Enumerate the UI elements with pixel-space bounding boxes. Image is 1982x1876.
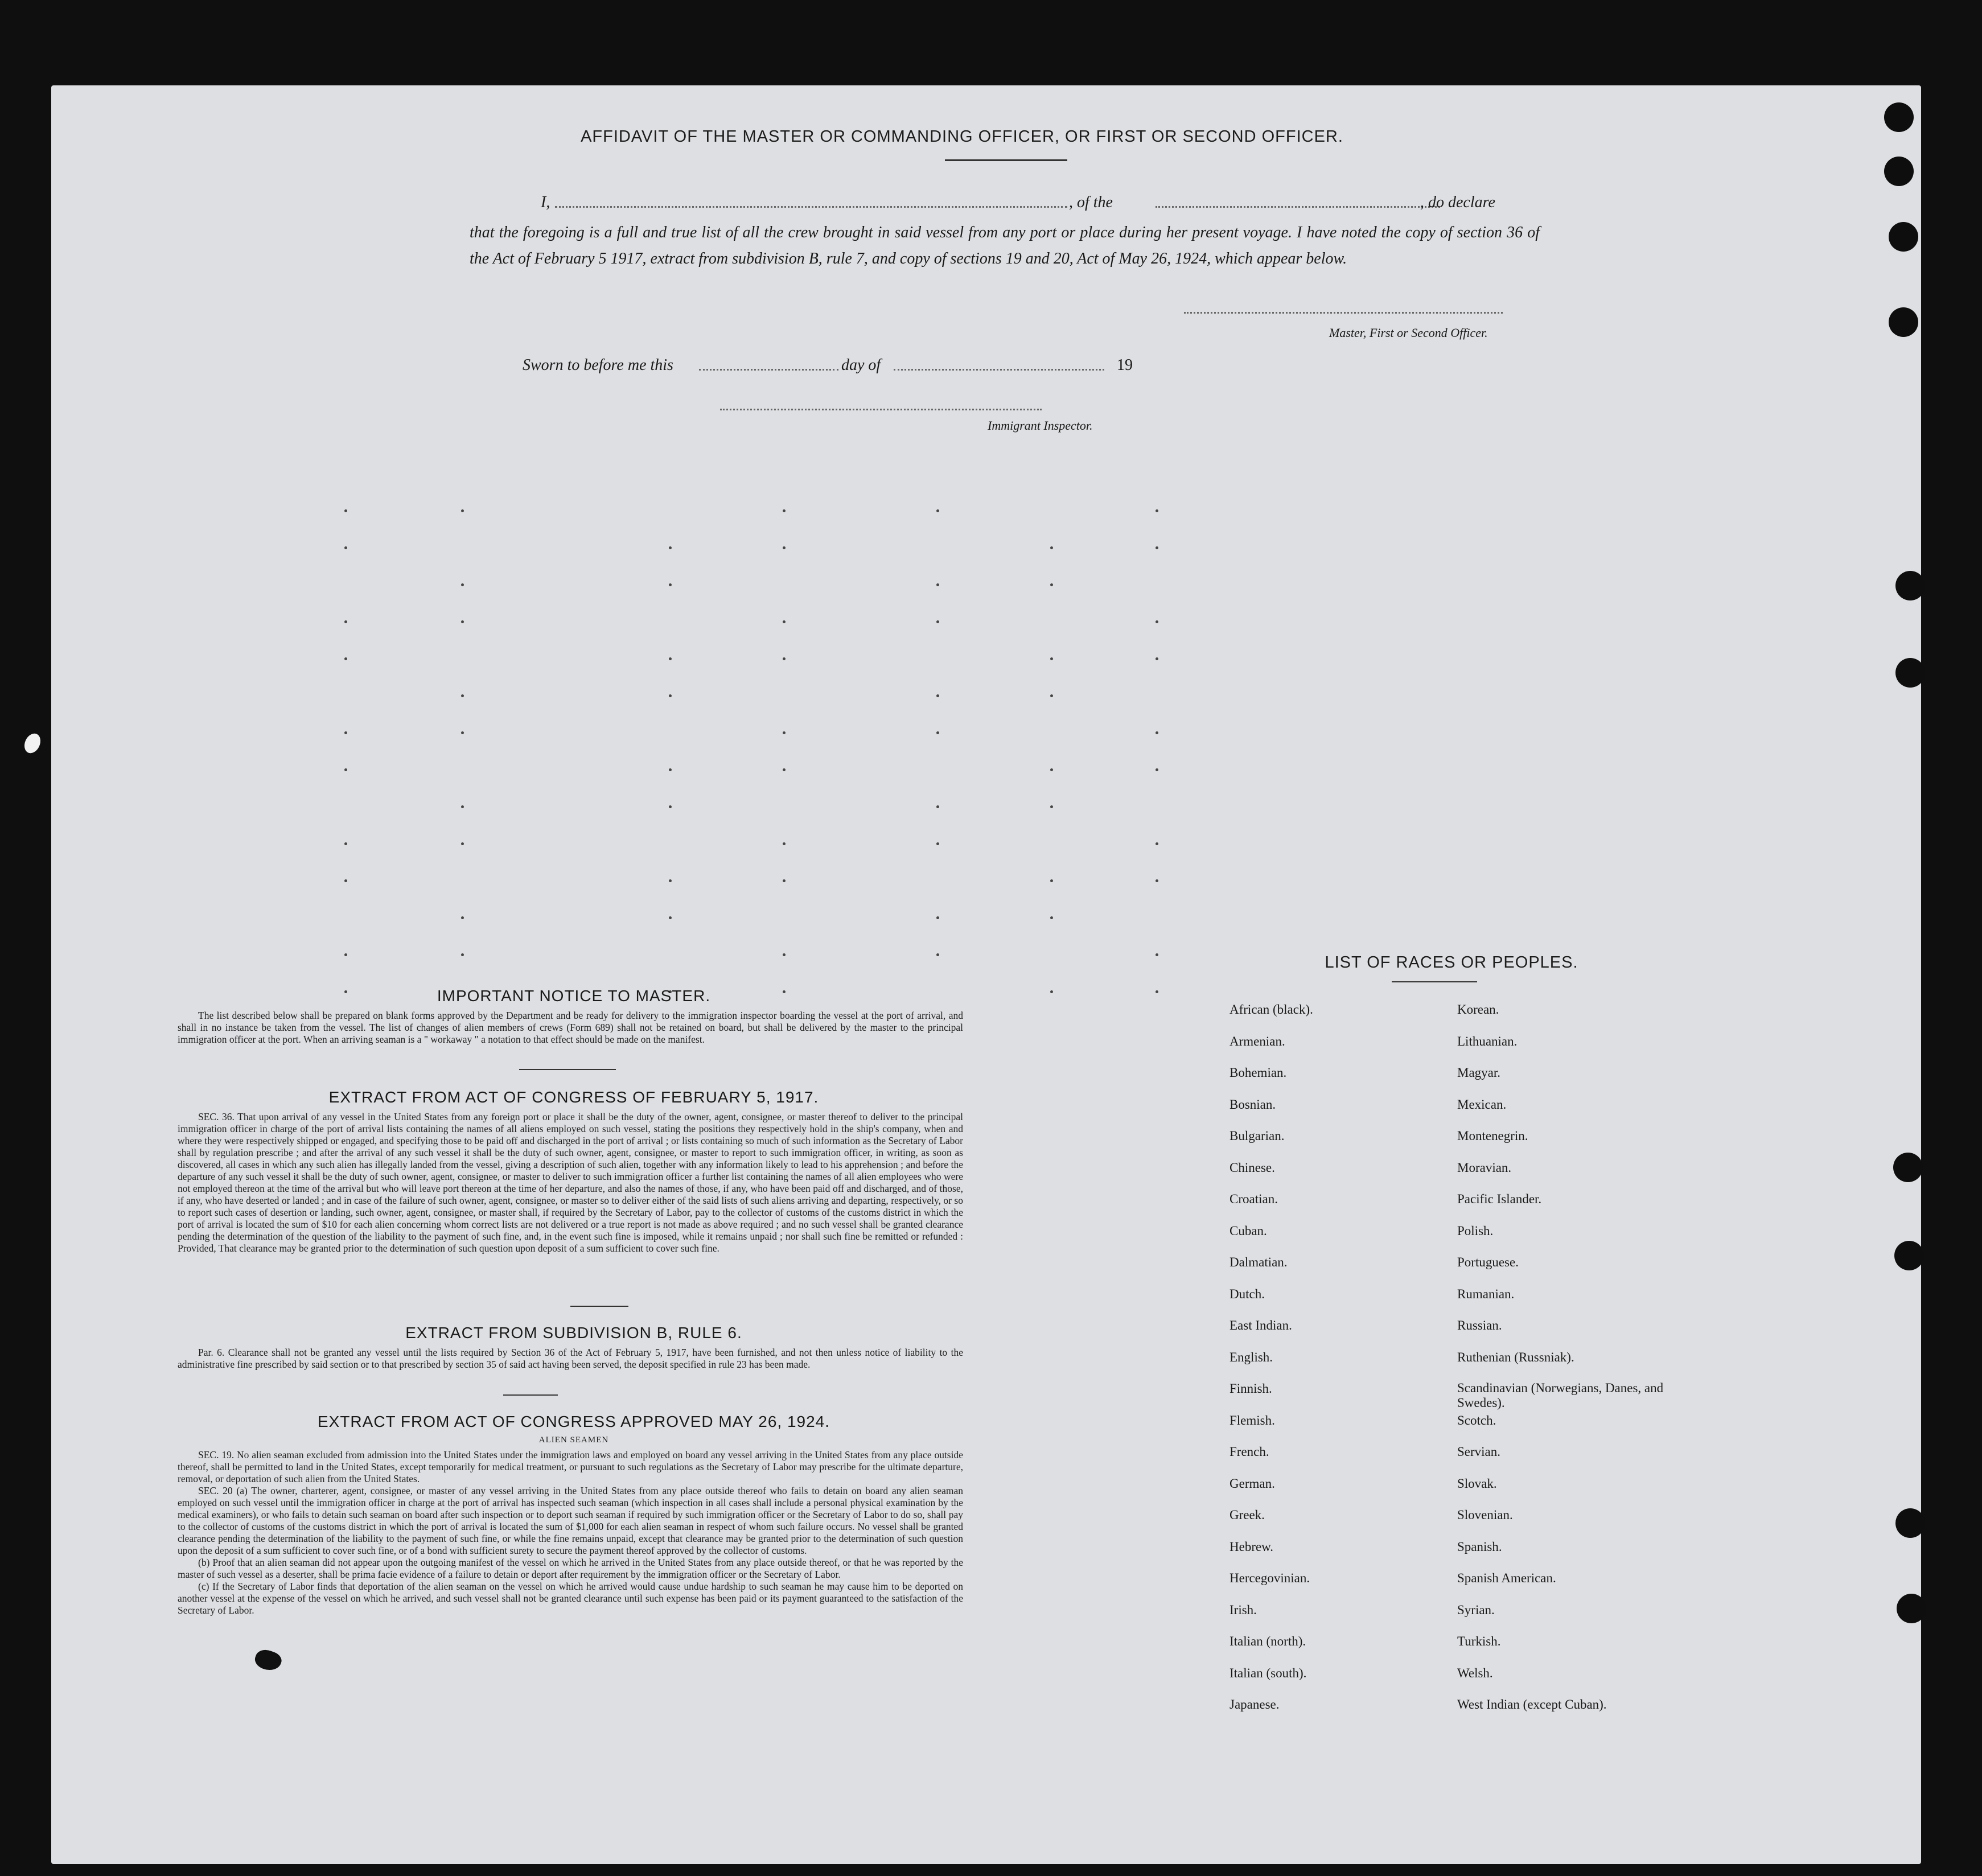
guide-dot bbox=[936, 694, 939, 697]
race-item: Chinese. bbox=[1230, 1160, 1275, 1175]
race-item: Moravian. bbox=[1457, 1160, 1512, 1175]
guide-dot bbox=[669, 546, 672, 549]
race-item: German. bbox=[1230, 1476, 1275, 1491]
notice-text: The list described below shall be prepared on blank forms approved by the Department and be ready for delivery to the immigration inspector boarding the vessel at the port of arrival, and shall in no instance be taken from the vessel. The list of changes of alien members of crews (Form 689) shall not be retained on board, but shall be delivered by the master to the principal immigration officer at the port. When an arriving seaman is a " workaway " a notation to that effect should be made on the manifest. bbox=[178, 1010, 963, 1045]
guide-dot bbox=[461, 583, 464, 586]
race-item: Finnish. bbox=[1230, 1381, 1272, 1396]
guide-dot bbox=[783, 620, 786, 623]
master-signature-label: Master, First or Second Officer. bbox=[1329, 326, 1488, 340]
guide-dot bbox=[936, 583, 939, 586]
sworn-year: 19 bbox=[1117, 356, 1133, 374]
alien-seamen-subtitle: ALIEN SEAMEN bbox=[538, 1435, 609, 1445]
guide-dot bbox=[461, 805, 464, 808]
race-item: Turkish. bbox=[1457, 1634, 1501, 1648]
inspector-label: Immigrant Inspector. bbox=[988, 418, 1093, 433]
guide-dot bbox=[1050, 990, 1053, 993]
divider bbox=[519, 1069, 616, 1070]
race-item: Hercegovinian. bbox=[1230, 1571, 1310, 1585]
guide-dot bbox=[936, 620, 939, 623]
guide-dot bbox=[1156, 657, 1158, 660]
race-item: Dutch. bbox=[1230, 1286, 1265, 1301]
race-item: Dalmatian. bbox=[1230, 1255, 1288, 1269]
guide-dot bbox=[669, 879, 672, 882]
race-item: Japanese. bbox=[1230, 1697, 1280, 1712]
race-item: Syrian. bbox=[1457, 1602, 1495, 1617]
guide-dot bbox=[1050, 805, 1053, 808]
guide-dot bbox=[461, 731, 464, 734]
guide-dot bbox=[669, 768, 672, 771]
sworn-day-of: day of bbox=[841, 356, 881, 374]
race-item: Bulgarian. bbox=[1230, 1129, 1285, 1143]
guide-dot bbox=[344, 953, 347, 956]
guide-dot bbox=[461, 509, 464, 512]
title-underline bbox=[945, 159, 1067, 161]
guide-dot bbox=[461, 694, 464, 697]
guide-dot bbox=[344, 620, 347, 623]
guide-dot bbox=[783, 879, 786, 882]
master-signature-line bbox=[1184, 312, 1503, 314]
race-item: East Indian. bbox=[1230, 1318, 1292, 1332]
guide-dot bbox=[936, 805, 939, 808]
race-item: Cuban. bbox=[1230, 1223, 1267, 1238]
guide-dot bbox=[1156, 879, 1158, 882]
race-item: Pacific Islander. bbox=[1457, 1192, 1542, 1206]
race-item: Magyar. bbox=[1457, 1065, 1501, 1080]
sworn-day-line bbox=[699, 369, 838, 371]
guide-dot bbox=[461, 953, 464, 956]
guide-dot bbox=[783, 657, 786, 660]
race-item: Russian. bbox=[1457, 1318, 1502, 1332]
sworn-prefix: Sworn to before me this bbox=[523, 356, 673, 374]
punch-hole-icon bbox=[1897, 1594, 1926, 1623]
race-item: English. bbox=[1230, 1350, 1273, 1364]
guide-dot bbox=[783, 509, 786, 512]
guide-dot bbox=[1050, 546, 1053, 549]
guide-dot bbox=[1156, 953, 1158, 956]
affidavit-of-the: , of the bbox=[1069, 194, 1113, 211]
affidavit-i: I, bbox=[541, 194, 550, 211]
punch-hole-icon bbox=[1884, 102, 1914, 132]
extract-rule6-title: EXTRACT FROM SUBDIVISION B, RULE 6. bbox=[405, 1324, 742, 1342]
guide-dot bbox=[1050, 583, 1053, 586]
guide-dot bbox=[936, 509, 939, 512]
guide-dot bbox=[344, 657, 347, 660]
affidavit-title: AFFIDAVIT OF THE MASTER OR COMMANDING OFFICER, OR FIRST OR SECOND OFFICER. bbox=[581, 127, 1343, 146]
race-item: West Indian (except Cuban). bbox=[1457, 1697, 1607, 1712]
guide-dot bbox=[344, 768, 347, 771]
title-underline bbox=[1392, 981, 1477, 982]
race-item: Spanish. bbox=[1457, 1539, 1502, 1554]
guide-dot bbox=[783, 731, 786, 734]
race-item: Italian (south). bbox=[1230, 1665, 1307, 1680]
divider bbox=[503, 1394, 558, 1396]
extract-1924-text: SEC. 19. No alien seaman excluded from admission into the United States under the immigration laws and employed on board any vessel arriving in the United States from any place outside thereof, shall be permitted to land in the United States, except temporarily for medical treatment, or pursuant to such regulations as the Secretary of Labor may prescribe for the ultimate departure, removal, or deportation of such alien from the United States. SEC. 20 (a) The owner, charterer, agent, consignee, or master of any vessel arriving in the United States from any place outside thereof who fails to detain on board any alien seaman employed on such vessel until the immigration officer in charge at the port of arrival has inspected such seaman (which inspection in all cases shall include a personal physical examination by the medical examiners), or who fails to detain such seaman on board after such inspection or to deport such seaman if required by such immigration officer or the Secretary of Labor to do so, shall pay to the collector of customs of the customs district in which the port of arrival is located the sum of $1,000 for each alien seaman in respect of whom such failure occurs. No vessel shall be granted clearance pending the determination of the liability to the payment of such fine, or while the fine remains unpaid, except that clearance may be granted prior to the determination of such question upon the deposit of a sum sufficient to cover such fine, or of a bond with sufficient surety to secure the payment thereof approved by the collector of customs. (b) Proof that an alien seaman did not appear upon the outgoing manifest of the vessel on which he arrived in the United States from any place outside thereof, or that he was reported by the master of such vessel as a deserter, shall be prima facie evidence of a failure to detain or deport after requirement by the immigration officer or the Secretary of Labor. (c) If the Secretary of Labor finds that deportation of the alien seaman on the vessel on which he arrived would cause undue hardship to such seaman he may cause him to be deported on another vessel at the expense of the vessel on which he arrived, and such vessel shall not be granted clearance until such expense has been paid or its payment guaranteed to the satisfaction of the Secretary of Labor. bbox=[178, 1449, 963, 1616]
punch-hole-icon bbox=[1889, 307, 1918, 337]
inspector-signature-line bbox=[720, 409, 1042, 410]
punch-hole-icon bbox=[1895, 658, 1925, 688]
affidavit-body: that the foregoing is a full and true list of all the crew brought in said vessel from any port or place during her present voyage. I have noted the copy of section 36 of the Act of February 5 1917, extract from subdivision B, rule 7, and copy of sections 19 and 20, Act of May 26, 1924, which appear below. bbox=[470, 224, 1540, 268]
extract-1917-title: EXTRACT FROM ACT OF CONGRESS OF FEBRUARY 5, 1917. bbox=[328, 1088, 819, 1106]
divider bbox=[570, 1306, 628, 1307]
guide-dot bbox=[1050, 916, 1053, 919]
guide-dot bbox=[344, 509, 347, 512]
race-item: Spanish American. bbox=[1457, 1571, 1556, 1585]
paper-tear bbox=[22, 731, 44, 756]
race-item: Slovak. bbox=[1457, 1476, 1497, 1491]
guide-dot bbox=[1050, 879, 1053, 882]
guide-dot bbox=[344, 879, 347, 882]
race-item: African (black). bbox=[1230, 1002, 1313, 1017]
race-item: Croatian. bbox=[1230, 1192, 1278, 1206]
race-item: Slovenian. bbox=[1457, 1508, 1513, 1522]
guide-dot bbox=[1156, 842, 1158, 845]
race-item: Irish. bbox=[1230, 1602, 1257, 1617]
guide-dot bbox=[936, 731, 939, 734]
race-item: Lithuanian. bbox=[1457, 1034, 1518, 1048]
race-item: Bohemian. bbox=[1230, 1065, 1287, 1080]
guide-dot bbox=[669, 694, 672, 697]
race-item: Korean. bbox=[1457, 1002, 1499, 1017]
punch-hole-icon bbox=[1893, 1153, 1923, 1182]
guide-dot bbox=[669, 657, 672, 660]
guide-dot bbox=[1156, 768, 1158, 771]
race-item: Portuguese. bbox=[1457, 1255, 1519, 1269]
race-item: Ruthenian (Russniak). bbox=[1457, 1350, 1574, 1364]
guide-dot bbox=[1156, 990, 1158, 993]
guide-dot bbox=[936, 916, 939, 919]
guide-dot bbox=[669, 916, 672, 919]
guide-dot bbox=[461, 916, 464, 919]
guide-dot bbox=[936, 953, 939, 956]
race-item: French. bbox=[1230, 1445, 1269, 1459]
guide-dot bbox=[1050, 694, 1053, 697]
punch-hole-icon bbox=[1884, 157, 1914, 186]
race-item: Greek. bbox=[1230, 1508, 1265, 1522]
guide-dot bbox=[1050, 657, 1053, 660]
name-line bbox=[555, 206, 1067, 208]
guide-dot bbox=[783, 842, 786, 845]
guide-dot bbox=[461, 620, 464, 623]
guide-dot bbox=[783, 768, 786, 771]
extract-1924-title: EXTRACT FROM ACT OF CONGRESS APPROVED MAY 26, 1924. bbox=[317, 1413, 830, 1430]
race-item: Italian (north). bbox=[1230, 1634, 1306, 1648]
race-item: Scandinavian (Norwegians, Danes, and Swedes). bbox=[1457, 1381, 1664, 1410]
punch-hole-icon bbox=[1894, 1241, 1924, 1270]
notice-title: IMPORTANT NOTICE TO MASTER. bbox=[437, 987, 711, 1005]
guide-dot bbox=[669, 583, 672, 586]
race-item: Servian. bbox=[1457, 1445, 1501, 1459]
race-item: Welsh. bbox=[1457, 1665, 1493, 1680]
race-item: Bosnian. bbox=[1230, 1097, 1276, 1112]
punch-hole-icon bbox=[1895, 1508, 1925, 1538]
guide-dot bbox=[461, 842, 464, 845]
race-item: Mexican. bbox=[1457, 1097, 1507, 1112]
guide-dot bbox=[1156, 620, 1158, 623]
affidavit-do-declare: , do declare bbox=[1420, 194, 1495, 211]
guide-dot bbox=[1156, 546, 1158, 549]
guide-dot bbox=[936, 842, 939, 845]
punch-hole-icon bbox=[1889, 222, 1918, 252]
race-item: Rumanian. bbox=[1457, 1286, 1515, 1301]
guide-dot bbox=[1050, 768, 1053, 771]
races-right-column bbox=[1457, 1002, 1702, 1729]
guide-dot bbox=[344, 842, 347, 845]
race-item: Montenegrin. bbox=[1457, 1129, 1528, 1143]
race-item: Flemish. bbox=[1230, 1413, 1275, 1427]
guide-dot bbox=[1156, 509, 1158, 512]
race-item: Hebrew. bbox=[1230, 1539, 1274, 1554]
race-item: Armenian. bbox=[1230, 1034, 1285, 1048]
extract-1917-text: SEC. 36. That upon arrival of any vessel in the United States from any foreign port or place it shall be the duty of the owner, agent, consignee, or master thereof to deliver to the principal immigration officer in charge of the port of arrival lists containing the names of all aliens employed on such vessel, stating the positions they respectively hold in the ship's company, when and where they were respectively shipped or engaged, and specifying those to be paid off and discharged in the port of arrival ; or lists containing so much of such information as the Secretary of Labor shall by regulation prescribe ; and after the arrival of any such vessel it shall be the duty of such owner, agent, consignee, or master to report to such immigration officer, in writing, as soon as discovered, all cases in which any such alien has illegally landed from the vessel, giving a description of such alien, together with any information likely to lead to his apprehension ; and before the departure of any such vessel it shall be the duty of such owner, agent, consignee, or master to deliver to such immigration officer a further list containing the names of all alien employees who were not employed thereon at the time of the arrival but who will leave port thereon at the time of her departure, and also the names of those, if any, who have been paid off and discharged, and of those, if any, who have deserted or landed ; and in case of the failure of such owner, agent, consignee, or master so to deliver either of the said lists of such aliens arriving and departing, respectively, or so to report such cases of desertion or landing, such owner, agent, consignee, or master shall, if required by the Secretary of Labor, pay to the collector of customs of the customs district in which the port of arrival is located the sum of $10 for each alien concerning whom correct lists are not delivered or a true report is not made as above required ; and no such vessel shall be granted clearance pending the determination of the question of the liability to the payment of such fine, and, in the event such fine is imposed, while it remains unpaid ; nor shall such fine be remitted or refunded : Provided, That clearance may be granted prior to the determination of such question upon deposit of a sum sufficient to cover such fine. bbox=[178, 1111, 963, 1254]
races-title: LIST OF RACES OR PEOPLES. bbox=[1325, 953, 1578, 972]
guide-dot bbox=[783, 953, 786, 956]
race-item: Polish. bbox=[1457, 1223, 1494, 1238]
guide-dot bbox=[1156, 731, 1158, 734]
punch-hole-icon bbox=[1895, 571, 1925, 600]
vessel-line bbox=[1156, 206, 1440, 208]
extract-rule6-text: Par. 6. Clearance shall not be granted any vessel until the lists required by Section 36 of the Act of February 5, 1917, have been furnished, and not then unless notice of liability to the administrative fine prescribed by said section or to that prescribed by section 35 of said act having been served, the deposit specified in rule 23 has been made. bbox=[178, 1347, 963, 1370]
guide-dot bbox=[783, 546, 786, 549]
races-left-column bbox=[1230, 1002, 1423, 1729]
guide-dot bbox=[344, 731, 347, 734]
guide-dot bbox=[344, 546, 347, 549]
guide-dot bbox=[669, 805, 672, 808]
sworn-month-line bbox=[894, 369, 1104, 371]
race-item: Scotch. bbox=[1457, 1413, 1496, 1427]
